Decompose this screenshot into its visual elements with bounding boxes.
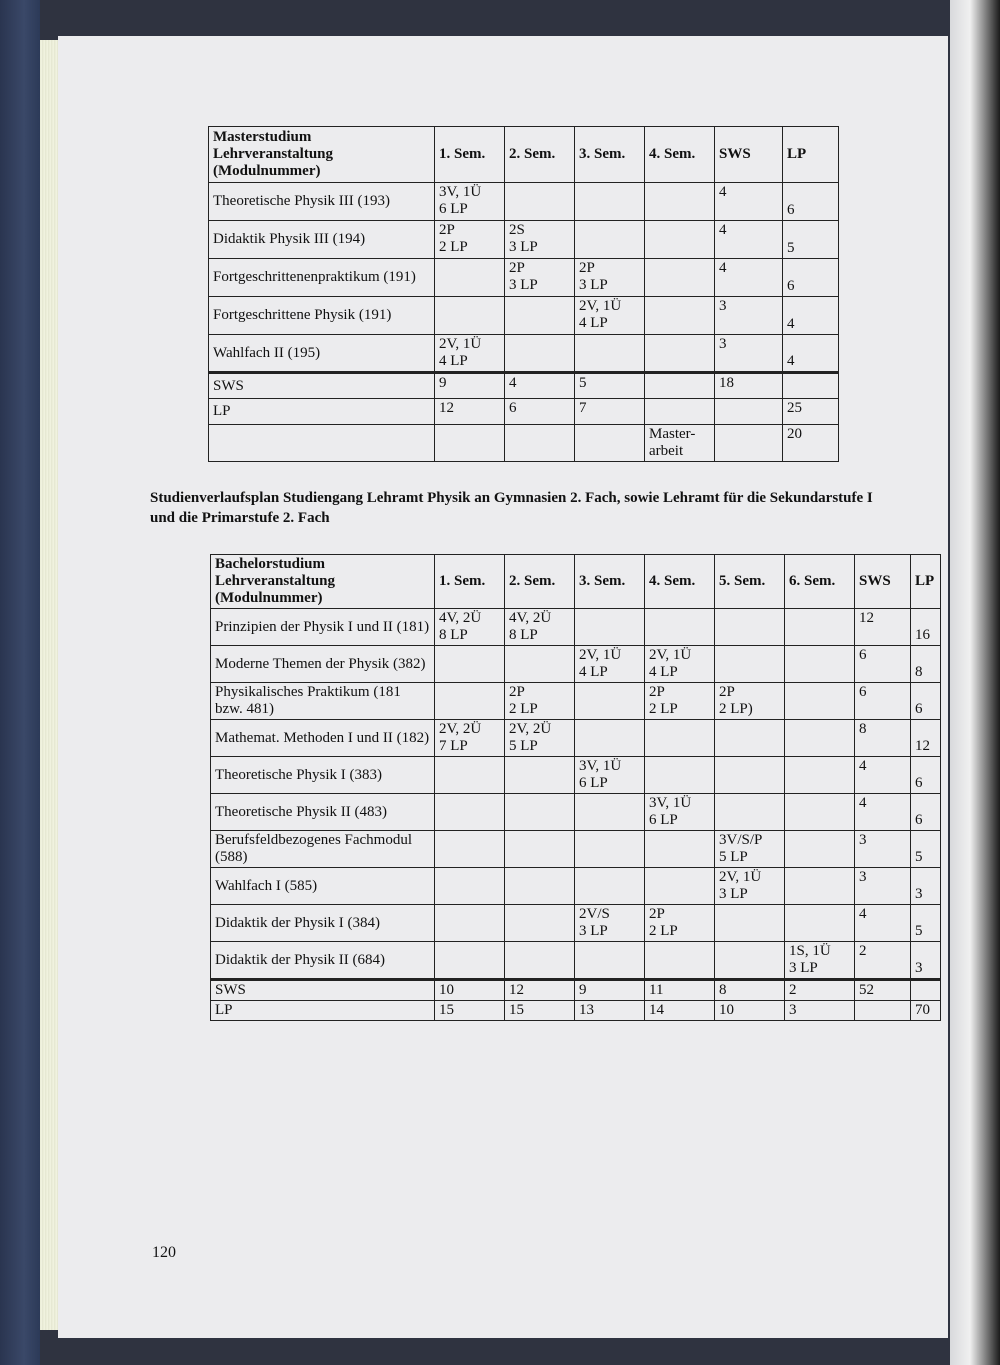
semester-cell: [645, 183, 715, 221]
semester-cell-line: 2V, 1Ü: [439, 336, 482, 352]
module-name: Didaktik der Physik II (684): [211, 942, 435, 980]
semester-cell-line: 2 LP: [649, 923, 678, 939]
module-name: Theoretische Physik III (193): [209, 183, 435, 221]
semester-cell: [785, 868, 855, 905]
sws-value: 4: [715, 183, 783, 221]
semester-cell: [645, 609, 715, 646]
sws-value: 4: [715, 259, 783, 297]
semester-cell: [505, 831, 575, 868]
module-name: Wahlfach I (585): [211, 868, 435, 905]
total-cell: 7: [575, 399, 645, 425]
total-cell: 10: [435, 980, 505, 1001]
semester-cell: [645, 831, 715, 868]
semester-cell: [505, 646, 575, 683]
total-cell: 70: [911, 1001, 941, 1021]
semester-cell-line: 6 LP: [579, 775, 608, 791]
empty-cell: [505, 425, 575, 462]
semester-cell: [715, 646, 785, 683]
module-name: Fortgeschrittene Physik (191): [209, 297, 435, 335]
semester-cell: [575, 720, 645, 757]
semester-cell-line: 3V/S/P: [719, 832, 763, 848]
semester-cell-line: 2P: [509, 684, 525, 700]
sws-value: 4: [855, 905, 911, 942]
master-sws-total-row: [209, 373, 839, 399]
bachelor-study-table: [210, 554, 941, 1021]
semester-cell-line: 2 LP: [439, 239, 468, 255]
semester-cell: [505, 905, 575, 942]
semester-cell-line: 2P: [509, 260, 525, 276]
sws-value: 6: [855, 646, 911, 683]
bachelor-sws-total-row: [211, 980, 941, 1001]
table-row: [209, 183, 839, 221]
sws-value: 6: [855, 683, 911, 720]
semester-cell: [785, 794, 855, 831]
semester-cell-line: 2V, 2Ü: [439, 721, 482, 737]
master-header-sem1: 1. Sem.: [435, 127, 505, 183]
master-header-lp: LP: [783, 127, 839, 183]
bachelor-header-module: Bachelorstudium Lehrveranstaltung (Modulnummer): [211, 555, 435, 609]
semester-cell: [505, 609, 575, 646]
table-row: [211, 831, 941, 868]
semester-cell-line: 2V/S: [579, 906, 610, 922]
semester-cell: [575, 942, 645, 980]
semester-cell-line: 2 LP: [649, 701, 678, 717]
bachelor-header-row: [211, 555, 941, 609]
semester-cell-line: 3V, 1Ü: [649, 795, 692, 811]
semester-cell-line: 4 LP: [649, 664, 678, 680]
semester-cell: [785, 905, 855, 942]
semester-cell: [715, 942, 785, 980]
semester-cell: [575, 757, 645, 794]
empty-cell: [715, 425, 783, 462]
sws-value: 4: [855, 794, 911, 831]
module-name: Berufsfeldbezogenes Fachmodul (588): [211, 831, 435, 868]
semester-cell-line: 2P: [579, 260, 595, 276]
semester-cell: [785, 942, 855, 980]
semester-cell: [435, 868, 505, 905]
semester-cell: [505, 720, 575, 757]
master-thesis-row: [209, 425, 839, 462]
semester-cell: [435, 259, 505, 297]
semester-cell: [435, 609, 505, 646]
total-cell: [645, 399, 715, 425]
semester-cell: [575, 221, 645, 259]
total-cell: [645, 373, 715, 399]
semester-cell: [505, 221, 575, 259]
module-name: Mathemat. Methoden I und II (182): [211, 720, 435, 757]
semester-cell-line: 2P: [719, 684, 735, 700]
module-name: Wahlfach II (195): [209, 335, 435, 373]
lp-value: 4: [783, 335, 839, 373]
semester-cell: [645, 794, 715, 831]
total-cell: 2: [785, 980, 855, 1001]
total-cell: 25: [783, 399, 839, 425]
semester-cell: [435, 942, 505, 980]
semester-cell-line: 3V, 1Ü: [439, 184, 482, 200]
semester-cell: [435, 757, 505, 794]
semester-cell: [505, 683, 575, 720]
semester-cell: [435, 183, 505, 221]
semester-cell: [505, 259, 575, 297]
master-header-sem3: 3. Sem.: [575, 127, 645, 183]
module-name: Moderne Themen der Physik (382): [211, 646, 435, 683]
total-cell: 9: [435, 373, 505, 399]
semester-cell-line: 2V, 1Ü: [649, 647, 692, 663]
empty-cell: [435, 425, 505, 462]
semester-cell-line: 4 LP: [579, 664, 608, 680]
semester-cell: [715, 683, 785, 720]
semester-cell: [785, 646, 855, 683]
row-label: LP: [209, 399, 435, 425]
total-cell: 11: [645, 980, 715, 1001]
semester-cell: [785, 683, 855, 720]
semester-cell-line: 2V, 2Ü: [509, 721, 552, 737]
semester-cell: [645, 335, 715, 373]
semester-cell: [505, 183, 575, 221]
table-row: [211, 720, 941, 757]
module-name: Prinzipien der Physik I und II (181): [211, 609, 435, 646]
sws-value: 3: [855, 831, 911, 868]
lp-value: 16: [911, 609, 941, 646]
total-cell: 52: [855, 980, 911, 1001]
bachelor-header-sem5: 5. Sem.: [715, 555, 785, 609]
semester-cell: [505, 942, 575, 980]
table-row: [211, 757, 941, 794]
sws-value: 3: [715, 297, 783, 335]
table-row: [211, 609, 941, 646]
lp-value: 6: [911, 794, 941, 831]
semester-cell: [715, 831, 785, 868]
table-row: [211, 868, 941, 905]
semester-cell: [575, 905, 645, 942]
semester-cell-line: 3 LP: [509, 239, 538, 255]
semester-cell-line: 3 LP: [509, 277, 538, 293]
semester-cell: [785, 831, 855, 868]
empty-cell: [575, 425, 645, 462]
semester-cell: [575, 794, 645, 831]
semester-cell: [645, 757, 715, 794]
lp-value: 8: [911, 646, 941, 683]
semester-cell: [645, 683, 715, 720]
total-cell: 10: [715, 1001, 785, 1021]
semester-cell: [715, 757, 785, 794]
row-label: [209, 425, 435, 462]
bachelor-header-sem3: 3. Sem.: [575, 555, 645, 609]
semester-cell-line: 2P: [649, 906, 665, 922]
semester-cell: [645, 259, 715, 297]
semester-cell: [505, 757, 575, 794]
semester-cell-line: 4 LP: [579, 315, 608, 331]
row-label: LP: [211, 1001, 435, 1021]
master-lp-total-row: [209, 399, 839, 425]
semester-cell: [435, 335, 505, 373]
semester-cell-line: 4 LP: [439, 353, 468, 369]
semester-cell: [575, 335, 645, 373]
bachelor-header-sem2: 2. Sem.: [505, 555, 575, 609]
bachelor-header-sws: SWS: [855, 555, 911, 609]
bachelor-header-sem1: 1. Sem.: [435, 555, 505, 609]
semester-cell: [575, 683, 645, 720]
semester-cell: [715, 868, 785, 905]
semester-cell: [435, 297, 505, 335]
semester-cell: [575, 259, 645, 297]
total-cell: [855, 1001, 911, 1021]
lp-value: 3: [911, 942, 941, 980]
module-name: Didaktik der Physik I (384): [211, 905, 435, 942]
total-cell: 3: [785, 1001, 855, 1021]
semester-cell: [435, 794, 505, 831]
module-name: Theoretische Physik II (483): [211, 794, 435, 831]
semester-cell-line: 2 LP): [719, 701, 753, 717]
semester-cell-line: 3 LP: [579, 923, 608, 939]
row-label: SWS: [209, 373, 435, 399]
page-number: 120: [152, 1244, 176, 1261]
semester-cell-line: 8 LP: [439, 627, 468, 643]
lp-value: 4: [783, 297, 839, 335]
master-header-module: Masterstudium Lehrveranstaltung (Modulnummer): [209, 127, 435, 183]
sws-value: 8: [855, 720, 911, 757]
table-row: [209, 335, 839, 373]
semester-cell: [435, 683, 505, 720]
semester-cell: [715, 794, 785, 831]
table-row: [211, 942, 941, 980]
lp-value: 6: [783, 183, 839, 221]
lp-value: 6: [783, 259, 839, 297]
table-row: [209, 221, 839, 259]
study-plan-caption: Studienverlaufsplan Studiengang Lehramt Physik an Gymnasien 2. Fach, sowie Lehramt für die Sekundarstufe I und die Primarstufe 2. Fach: [150, 490, 873, 526]
table-row: [209, 259, 839, 297]
semester-cell: [575, 297, 645, 335]
facing-page-edge: [950, 0, 1000, 1365]
lp-value: 12: [911, 720, 941, 757]
semester-cell-line: 2V, 1Ü: [719, 869, 762, 885]
semester-cell: [575, 831, 645, 868]
table-row: [211, 683, 941, 720]
semester-cell: [645, 720, 715, 757]
semester-cell: [785, 757, 855, 794]
semester-cell-line: 2V, 1Ü: [579, 298, 622, 314]
semester-cell-line: 7 LP: [439, 738, 468, 754]
sws-value: 12: [855, 609, 911, 646]
total-cell: 14: [645, 1001, 715, 1021]
semester-cell: [435, 720, 505, 757]
semester-cell-line: 2P: [439, 222, 455, 238]
semester-cell-line: 3 LP: [719, 886, 748, 902]
semester-cell: [785, 609, 855, 646]
semester-cell-line: 1S, 1Ü: [789, 943, 831, 959]
semester-cell: [575, 868, 645, 905]
semester-cell: [575, 609, 645, 646]
total-cell: 9: [575, 980, 645, 1001]
table-row: [209, 297, 839, 335]
sws-value: 4: [715, 221, 783, 259]
total-cell: [783, 373, 839, 399]
semester-cell: [715, 720, 785, 757]
master-thesis-cell: Master-arbeit: [645, 425, 715, 462]
semester-cell: [575, 183, 645, 221]
semester-cell: [505, 794, 575, 831]
semester-cell: [435, 905, 505, 942]
semester-cell: [645, 646, 715, 683]
semester-cell-line: 6 LP: [439, 201, 468, 217]
book-spine: [0, 0, 40, 1365]
semester-cell: [435, 646, 505, 683]
total-cell: 18: [715, 373, 783, 399]
total-cell: 5: [575, 373, 645, 399]
module-name: Fortgeschrittenenpraktikum (191): [209, 259, 435, 297]
lp-value: 5: [911, 831, 941, 868]
semester-cell: [435, 221, 505, 259]
total-cell: 12: [505, 980, 575, 1001]
semester-cell: [715, 609, 785, 646]
semester-cell: [645, 905, 715, 942]
semester-cell-line: 4V, 2Ü: [439, 610, 482, 626]
semester-cell-line: 5 LP: [509, 738, 538, 754]
lp-value: 6: [911, 683, 941, 720]
sws-value: 3: [715, 335, 783, 373]
semester-cell-line: 2P: [649, 684, 665, 700]
total-cell: 15: [435, 1001, 505, 1021]
total-cell: 6: [505, 399, 575, 425]
sws-value: 2: [855, 942, 911, 980]
semester-cell: [435, 831, 505, 868]
semester-cell-line: 6 LP: [649, 812, 678, 828]
semester-cell-line: 2S: [509, 222, 525, 238]
total-cell: [715, 399, 783, 425]
semester-cell-line: 3 LP: [579, 277, 608, 293]
bachelor-header-lp: LP: [911, 555, 941, 609]
bachelor-header-sem4: 4. Sem.: [645, 555, 715, 609]
lp-value: 3: [911, 868, 941, 905]
table-row: [211, 794, 941, 831]
semester-cell: [785, 720, 855, 757]
semester-cell: [645, 221, 715, 259]
thesis-lp-value: 20: [783, 425, 839, 462]
bachelor-lp-total-row: [211, 1001, 941, 1021]
lp-value: 5: [911, 905, 941, 942]
total-cell: 13: [575, 1001, 645, 1021]
table-row: [211, 646, 941, 683]
lp-value: 5: [783, 221, 839, 259]
total-cell: 8: [715, 980, 785, 1001]
lp-value: 6: [911, 757, 941, 794]
semester-cell: [715, 905, 785, 942]
semester-cell: [505, 335, 575, 373]
sws-value: 3: [855, 868, 911, 905]
semester-cell-line: 2V, 1Ü: [579, 647, 622, 663]
semester-cell: [505, 297, 575, 335]
master-header-sem2: 2. Sem.: [505, 127, 575, 183]
master-header-row: [209, 127, 839, 183]
total-cell: 15: [505, 1001, 575, 1021]
row-label: SWS: [211, 980, 435, 1001]
total-cell: 12: [435, 399, 505, 425]
table-row: [211, 905, 941, 942]
semester-cell: [645, 868, 715, 905]
semester-cell-line: 8 LP: [509, 627, 538, 643]
master-header-sem4: 4. Sem.: [645, 127, 715, 183]
semester-cell: [575, 646, 645, 683]
module-name: Physikalisches Praktikum (181 bzw. 481): [211, 683, 435, 720]
semester-cell-line: 4V, 2Ü: [509, 610, 552, 626]
master-header-sws: SWS: [715, 127, 783, 183]
bachelor-header-sem6: 6. Sem.: [785, 555, 855, 609]
total-cell: [911, 980, 941, 1001]
semester-cell-line: 3 LP: [789, 960, 818, 976]
semester-cell: [645, 942, 715, 980]
semester-cell: [645, 297, 715, 335]
semester-cell: [505, 868, 575, 905]
module-name: Theoretische Physik I (383): [211, 757, 435, 794]
master-study-table: [208, 126, 839, 462]
module-name: Didaktik Physik III (194): [209, 221, 435, 259]
total-cell: 4: [505, 373, 575, 399]
semester-cell-line: 2 LP: [509, 701, 538, 717]
sws-value: 4: [855, 757, 911, 794]
semester-cell-line: 5 LP: [719, 849, 748, 865]
semester-cell-line: 3V, 1Ü: [579, 758, 622, 774]
